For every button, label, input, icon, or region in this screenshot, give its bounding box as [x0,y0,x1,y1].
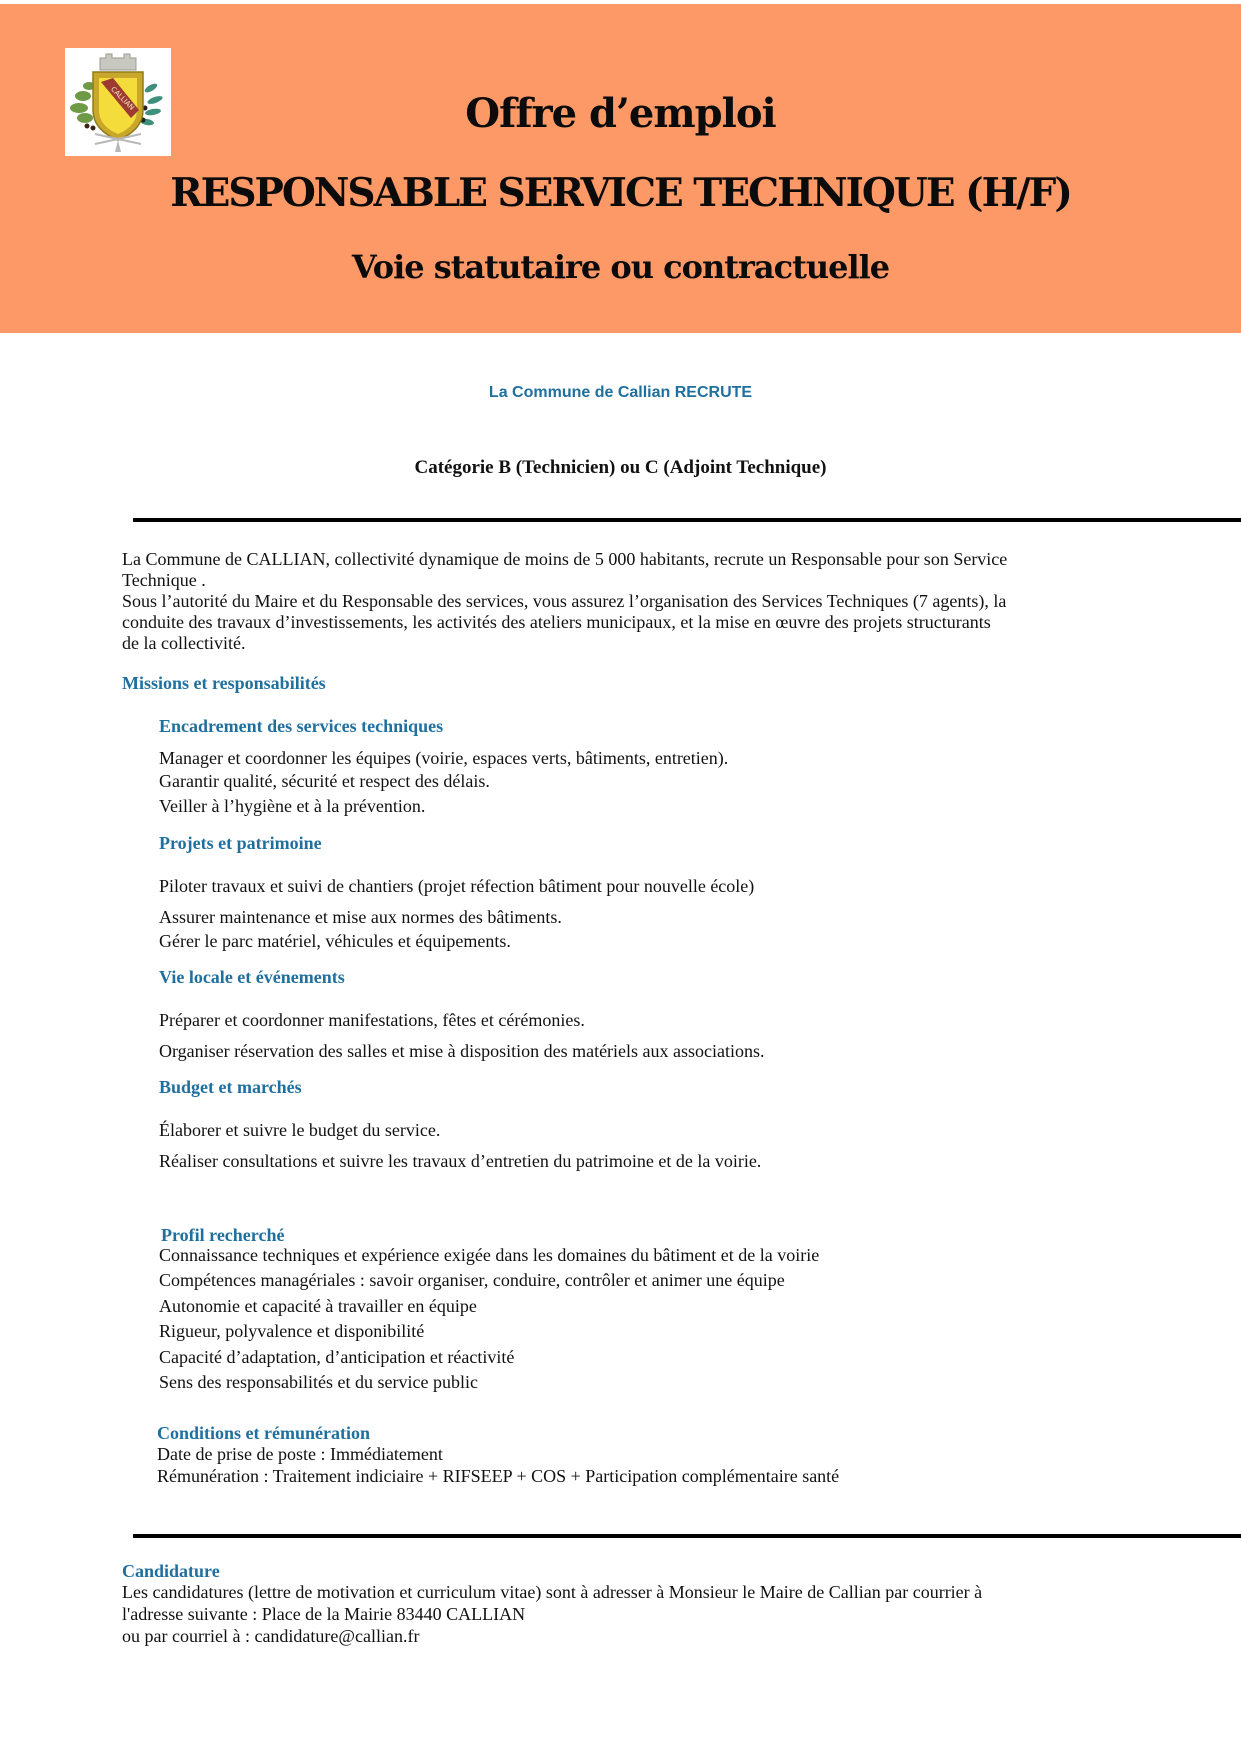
divider-bottom [133,1534,1241,1538]
divider-top [133,518,1241,522]
list-item: Réaliser consultations et suivre les travaux d’entretien du patrimoine et de la voirie. [159,1151,762,1171]
position-subtitle: Voie statutaire ou contractuelle [351,248,890,286]
application-line: l'adresse suivante : Place de la Mairie 83440 CALLIAN [122,1604,526,1624]
list-item: Autonomie et capacité à travailler en équipe [159,1296,477,1316]
recruiter-heading: La Commune de Callian RECRUTE [488,384,753,401]
application-email-line [122,1626,419,1647]
svg-text:CALLIAN: CALLIAN [109,85,136,112]
intro-line: de la collectivité. [122,633,246,653]
application-line: Les candidatures (lettre de motivation et curriculum vitae) sont à adresser à Monsieur le Maire de Callian par courrier à [122,1582,983,1602]
conditions-heading: Conditions et rémunération [157,1423,370,1443]
list-item: Manager et coordonner les équipes (voirie, espaces verts, bâtiments, entretien). [159,748,729,768]
email-link[interactable]: candidature@callian.fr [254,1626,420,1646]
list-item: Veiller à l’hygiène et à la prévention. [159,796,426,816]
intro-paragraph [122,549,1122,654]
list-item: Compétences managériales : savoir organiser, conduire, contrôler et animer une équipe [159,1270,785,1290]
list-item: Organiser réservation des salles et mise à disposition des matériels aux associations. [159,1041,765,1061]
intro-line: Technique . [122,570,206,590]
email-prefix: ou par courriel à : [122,1626,255,1646]
pay-line: Rémunération : Traitement indiciaire + RIFSEEP + COS + Participation complémentaire santé [157,1466,840,1486]
list-item: Garantir qualité, sécurité et respect des délais. [159,771,490,791]
list-item: Préparer et coordonner manifestations, fêtes et cérémonies. [159,1010,585,1030]
section-heading: Vie locale et événements [159,967,345,987]
list-item: Élaborer et suivre le budget du service. [159,1120,441,1140]
section-heading: Encadrement des services techniques [159,716,444,736]
intro-line: La Commune de CALLIAN, collectivité dynamique de moins de 5 000 habitants, recrute un Responsable pour son Service [122,549,1008,569]
intro-line: Sous l’autorité du Maire et du Responsable des services, vous assurez l’organisation des Services Techniques (7 agents), la [122,591,1007,611]
application-heading: Candidature [122,1561,220,1581]
document-title: Offre d’emploi [465,90,776,137]
profile-heading: Profil recherché [161,1225,285,1245]
list-item: Sens des responsabilités et du service public [159,1372,478,1392]
list-item: Rigueur, polyvalence et disponibilité [159,1321,425,1341]
list-item: Connaissance techniques et expérience exigée dans les domaines du bâtiment et de la voirie [159,1245,820,1265]
list-item: Piloter travaux et suivi de chantiers (projet réfection bâtiment pour nouvelle école) [159,876,755,896]
start-date-label: Date de prise de poste : [157,1444,326,1464]
list-item: Capacité d’adaptation, d’anticipation et réactivité [159,1347,515,1367]
missions-heading: Missions et responsabilités [122,673,326,693]
start-date-value: Immédiatement [329,1444,443,1464]
section-heading: Projets et patrimoine [159,833,322,853]
section-heading: Budget et marchés [159,1077,302,1097]
category-heading: Catégorie B (Technicien) ou C (Adjoint Technique) [414,457,827,478]
list-item: Gérer le parc matériel, véhicules et équipements. [159,931,511,951]
position-title: RESPONSABLE SERVICE TECHNIQUE (H/F) [170,170,1071,216]
list-item: Assurer maintenance et mise aux normes des bâtiments. [159,907,562,927]
start-date-line [157,1444,443,1465]
intro-line: conduite des travaux d’investissements, les activités des ateliers municipaux, et la mise en œuvre des projets structurants [122,612,991,632]
